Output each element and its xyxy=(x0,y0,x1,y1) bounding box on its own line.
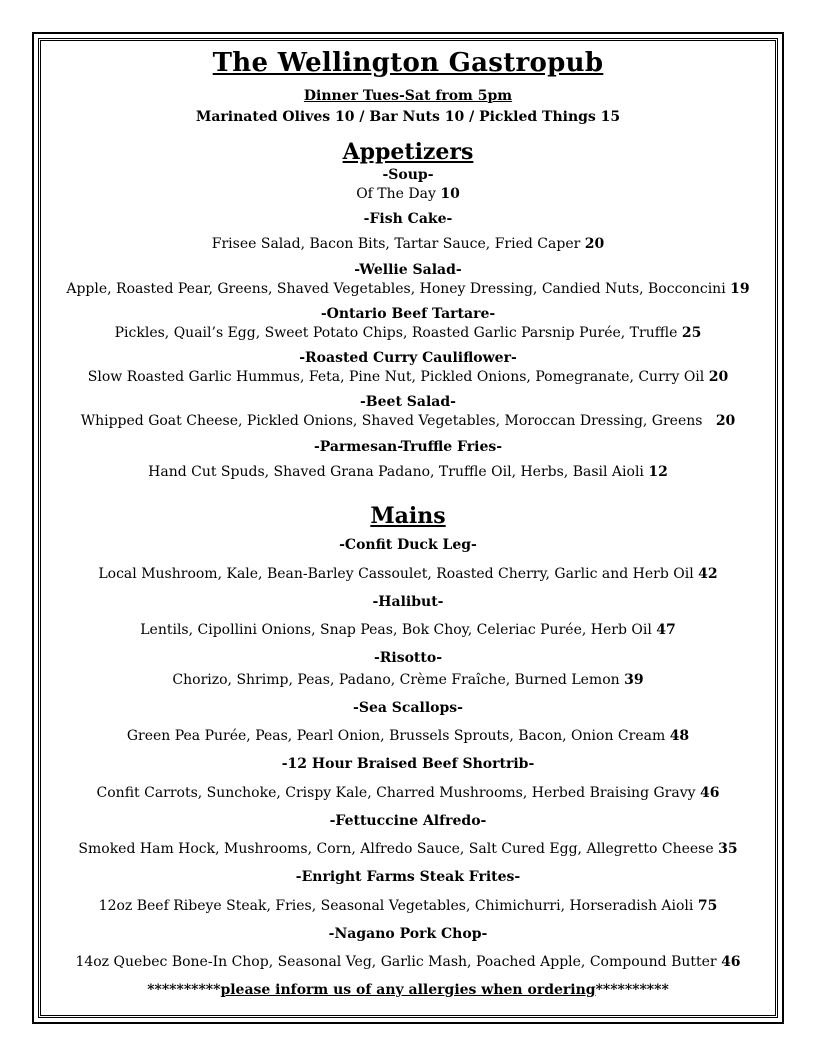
menu-item-price: 19 xyxy=(730,281,750,297)
menu-item-description: Apple, Roasted Pear, Greens, Shaved Vegetables, Honey Dressing, Candied Nuts, Bocconcini 19 xyxy=(66,281,750,297)
mains-heading: Mains xyxy=(370,503,446,529)
menu-item-description: Hand Cut Spuds, Shaved Grana Padano, Truffle Oil, Herbs, Basil Aioli 12 xyxy=(148,464,668,480)
menu-item-name: -Ontario Beef Tartare- xyxy=(320,306,496,322)
menu-item-name: -12 Hour Braised Beef Shortrib- xyxy=(281,756,535,772)
menu-item-description: Lentils, Cipollini Onions, Snap Peas, Bok Choy, Celeriac Purée, Herb Oil 47 xyxy=(140,622,676,638)
menu-item-name: -Soup- xyxy=(382,167,434,183)
menu-item-description: Of The Day 10 xyxy=(356,186,460,202)
dinner-hours: Dinner Tues-Sat from 5pm xyxy=(303,88,513,104)
restaurant-title: The Wellington Gastropub xyxy=(212,48,604,78)
menu-item-name: -Wellie Salad- xyxy=(354,262,462,278)
menu-item-name: -Halibut- xyxy=(372,594,444,610)
menu-item-name: -Fish Cake- xyxy=(363,211,453,227)
menu-item-description: Confit Carrots, Sunchoke, Crispy Kale, Charred Mushrooms, Herbed Braising Gravy 46 xyxy=(96,785,720,801)
menu-item-name: -Confit Duck Leg- xyxy=(339,537,477,553)
menu-item-price: 42 xyxy=(698,566,718,582)
snacks-line: Marinated Olives 10 / Bar Nuts 10 / Pickled Things 15 xyxy=(195,109,621,125)
menu-item-price: 20 xyxy=(708,369,729,385)
menu-item-price: 25 xyxy=(681,325,702,341)
menu-item-description: 12oz Beef Ribeye Steak, Fries, Seasonal Vegetables, Chimichurri, Horseradish Aioli 75 xyxy=(98,898,718,914)
menu-item-name: -Risotto- xyxy=(373,650,443,666)
menu-item-name: -Nagano Pork Chop- xyxy=(328,926,488,942)
menu-item-description: Smoked Ham Hock, Mushrooms, Corn, Alfredo Sauce, Salt Cured Egg, Allegretto Cheese 35 xyxy=(78,841,738,857)
menu-item-name: -Parmesan-Truffle Fries- xyxy=(313,439,503,455)
allergy-notice: **********please inform us of any allergies when ordering********** xyxy=(147,982,669,998)
menu-item-price: 10 xyxy=(440,186,460,202)
menu-item-description: Slow Roasted Garlic Hummus, Feta, Pine Nut, Pickled Onions, Pomegranate, Curry Oil 20 xyxy=(87,369,729,385)
menu-item-name: -Enright Farms Steak Frites- xyxy=(295,869,521,885)
menu-item-price: 12 xyxy=(648,464,668,480)
menu-item-name: -Beet Salad- xyxy=(360,394,456,410)
menu-item-description: Whipped Goat Cheese, Pickled Onions, Shaved Vegetables, Moroccan Dressing, Greens 20 xyxy=(80,413,736,429)
menu-item-description: 14oz Quebec Bone-In Chop, Seasonal Veg, Garlic Mash, Poached Apple, Compound Butter 46 xyxy=(75,954,741,970)
menu-item-description: Frisee Salad, Bacon Bits, Tartar Sauce, Fried Caper 20 xyxy=(211,236,605,252)
menu-item-price: 48 xyxy=(669,728,690,744)
menu-item-name: -Sea Scallops- xyxy=(353,700,463,716)
menu-item-price: 20 xyxy=(715,413,736,429)
menu-item-name: -Roasted Curry Cauliflower- xyxy=(299,350,517,366)
menu-item-description: Chorizo, Shrimp, Peas, Padano, Crème Fraîche, Burned Lemon 39 xyxy=(172,672,644,688)
menu-item-price: 20 xyxy=(584,236,605,252)
appetizers-heading: Appetizers xyxy=(342,139,474,165)
menu-item-price: 75 xyxy=(697,898,718,914)
menu-item-name: -Fettuccine Alfredo- xyxy=(329,813,487,829)
menu-item-description: Local Mushroom, Kale, Bean-Barley Cassoulet, Roasted Cherry, Garlic and Herb Oil 42 xyxy=(98,566,718,582)
menu-item-price: 47 xyxy=(656,622,676,638)
menu-item-description: Green Pea Purée, Peas, Pearl Onion, Brussels Sprouts, Bacon, Onion Cream 48 xyxy=(126,728,690,744)
menu-item-price: 39 xyxy=(624,672,644,688)
menu-item-price: 35 xyxy=(718,841,738,857)
menu-item-price: 46 xyxy=(699,785,720,801)
menu-item-price: 46 xyxy=(721,954,741,970)
menu-item-description: Pickles, Quail’s Egg, Sweet Potato Chips, Roasted Garlic Parsnip Purée, Truffle 25 xyxy=(114,325,702,341)
